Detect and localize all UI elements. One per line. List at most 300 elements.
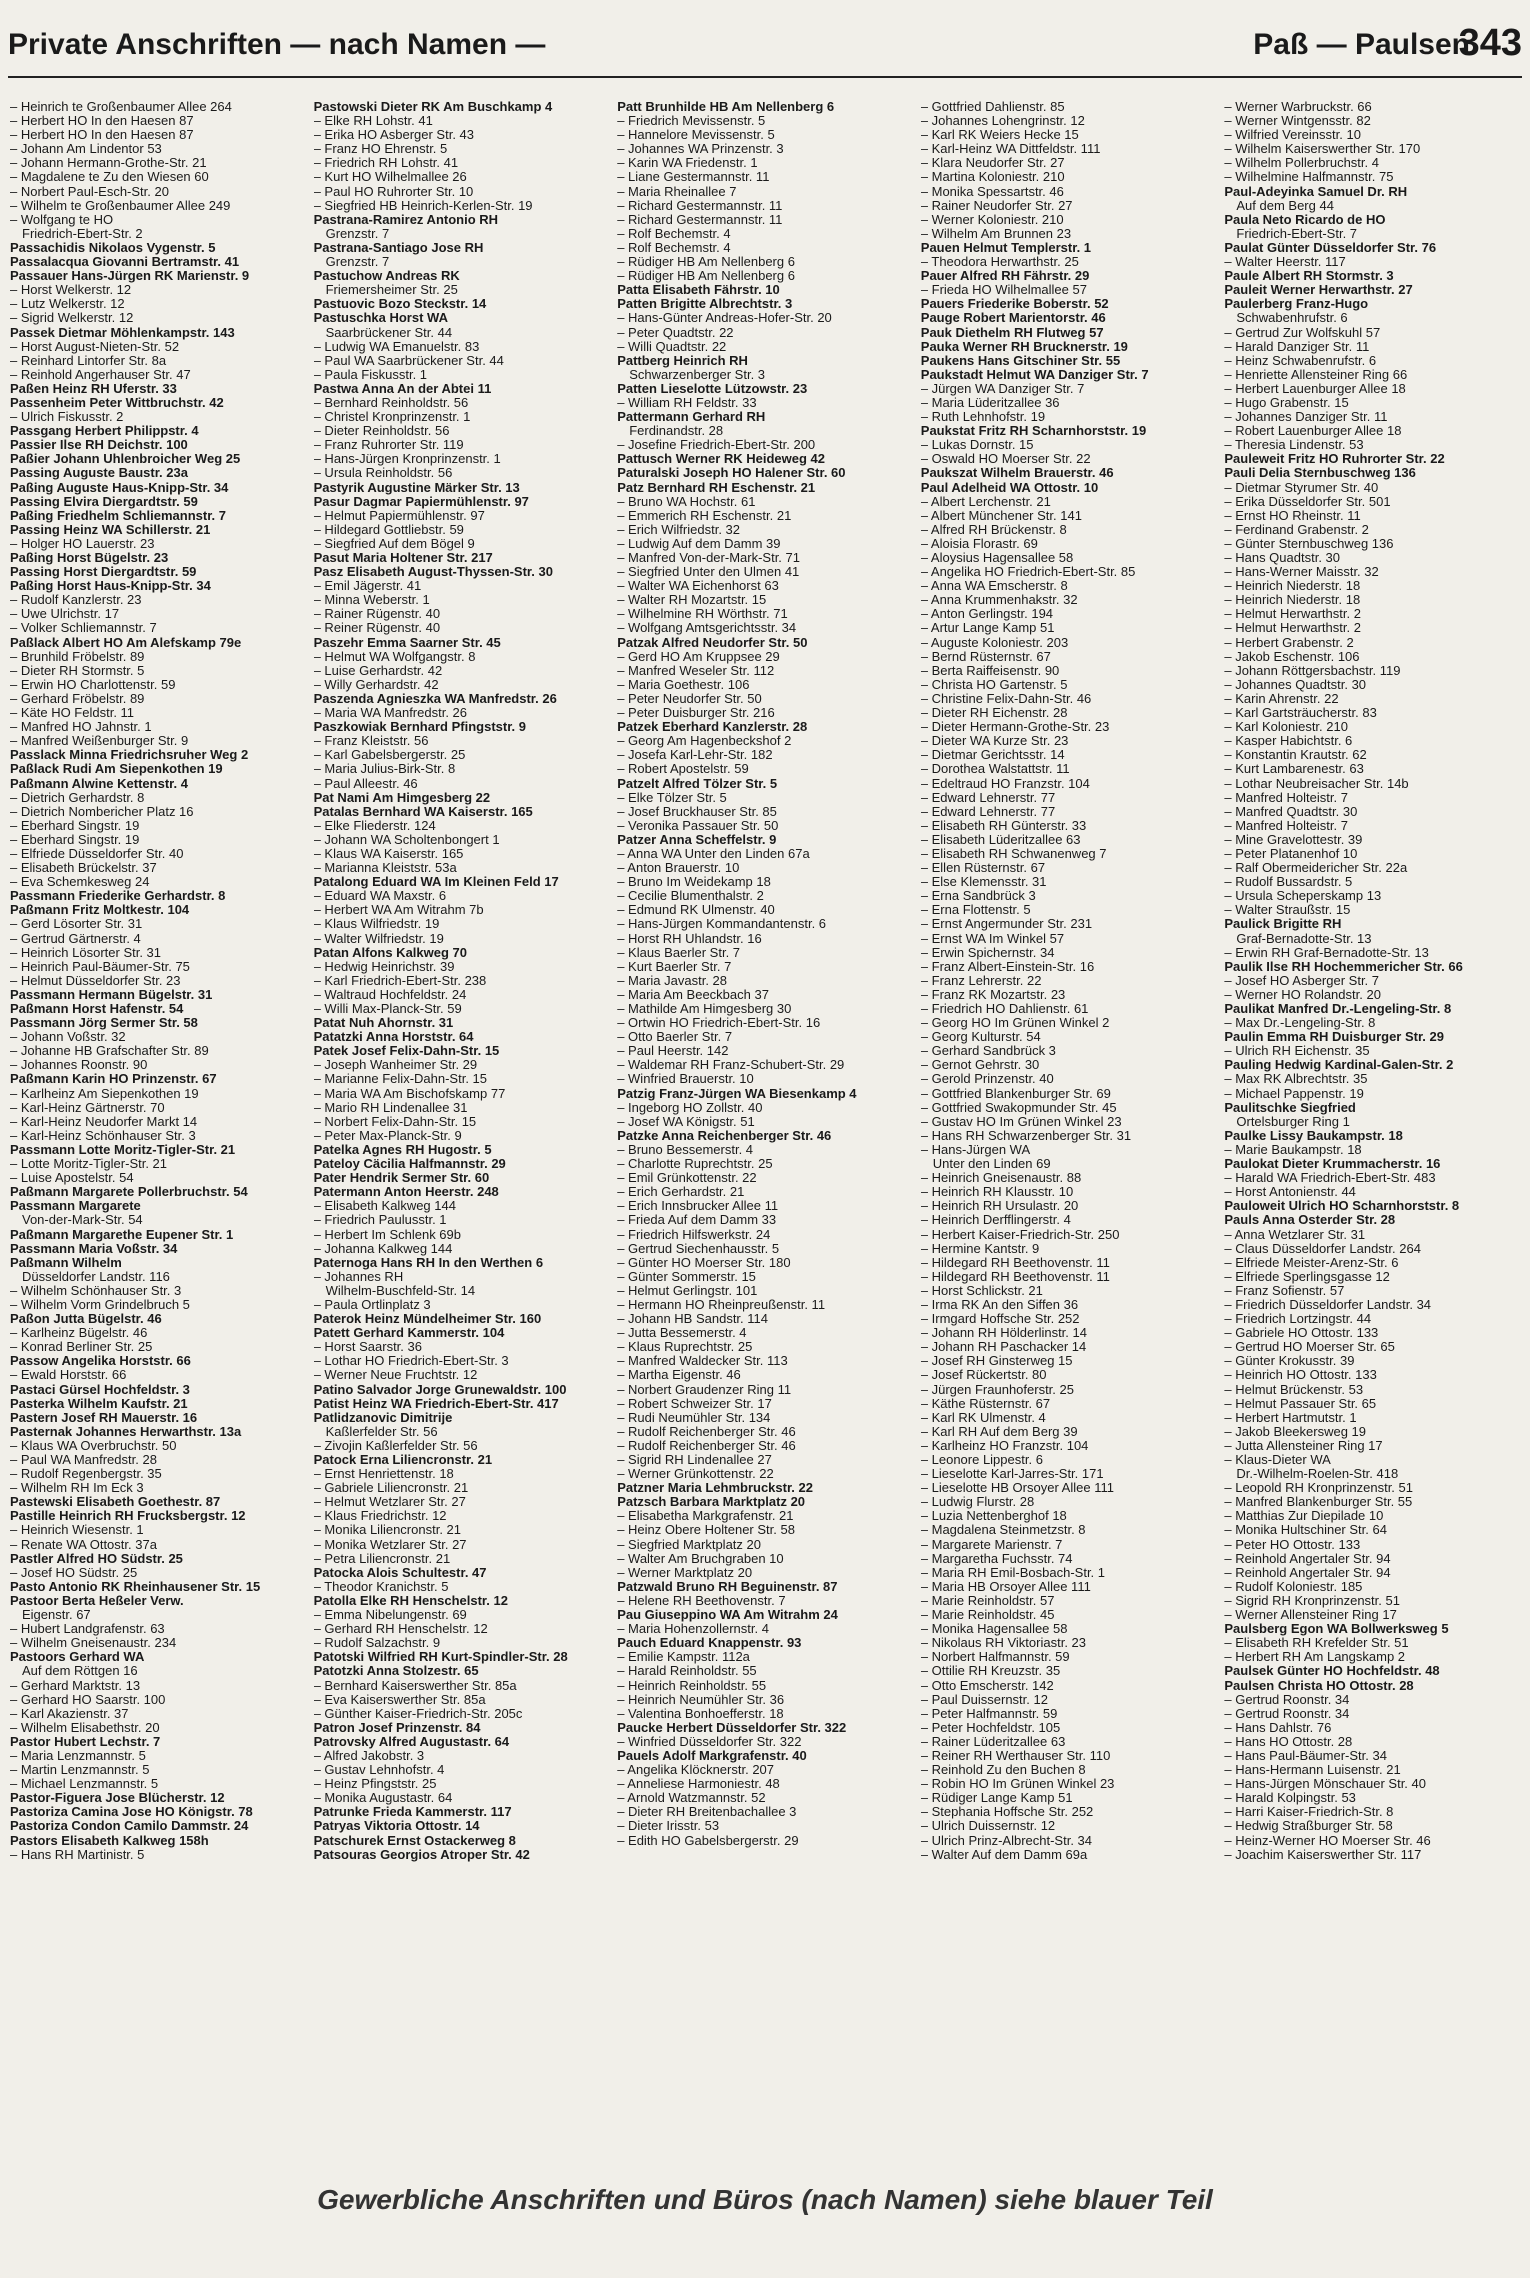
directory-entry: Patzsch Barbara Marktplatz 20 [617, 1494, 806, 1510]
directory-entry: – Manfred Quadtstr. 30 [1224, 803, 1358, 819]
directory-entry: Pattusch Werner RK Heideweg 42 [617, 451, 826, 467]
directory-entry: Paßen Heinz RH Uferstr. 33 [10, 380, 177, 396]
directory-entry: – Lothar HO Friedrich-Ebert-Str. 3 [313, 1353, 509, 1369]
directory-entry: – Renate WA Ottostr. 37a [10, 1536, 157, 1552]
directory-entry: – Richard Gestermannstr. 11 [617, 197, 783, 213]
directory-entry: – Klaus Baerler Str. 7 [617, 944, 741, 960]
directory-entry: – Walter Am Bruchgraben 10 [617, 1550, 784, 1566]
directory-entry: – Peter Neudorfer Str. 50 [617, 690, 762, 706]
directory-entry: Graf-Bernadotte-Str. 13 [1236, 930, 1372, 946]
directory-entry: – Peter Quadtstr. 22 [617, 324, 734, 340]
directory-entry: – Hubert Landgrafenstr. 63 [10, 1621, 165, 1637]
directory-entry: Pastyrik Augustine Märker Str. 13 [313, 479, 520, 495]
directory-entry: – Otto Baerler Str. 7 [617, 1029, 733, 1045]
directory-entry: Pastern Josef RH Mauerstr. 16 [10, 1409, 198, 1425]
directory-entry: – Ruth Lehnhofstr. 19 [920, 409, 1046, 425]
directory-entry: – Klaus Ruprechtstr. 25 [617, 1339, 753, 1355]
directory-entry: – Karl Koloniestr. 210 [1224, 719, 1348, 735]
directory-entry: – Ulrich Duissernstr. 12 [920, 1818, 1056, 1834]
directory-entry: – Herbert RH Am Langskamp 2 [1224, 1649, 1406, 1665]
directory-entry: – Auguste Koloniestr. 203 [920, 634, 1069, 650]
directory-entry: – Walter WA Eichenhorst 63 [617, 578, 779, 594]
directory-entry: – Bruno Bessemerstr. 4 [617, 1141, 754, 1157]
directory-entry: – Ulrich Fiskusstr. 2 [10, 409, 124, 425]
directory-entry: – Angelika Klöcknerstr. 207 [617, 1762, 775, 1778]
directory-entry: – Eva Kaiserswerther Str. 85a [313, 1691, 486, 1707]
directory-entry: Paulikat Manfred Dr.-Lengeling-Str. 8 [1224, 1001, 1452, 1016]
directory-entry: – Günther Kaiser-Friedrich-Str. 205c [313, 1705, 523, 1721]
directory-entry: – Emma Nibelungenstr. 69 [313, 1607, 467, 1623]
directory-entry: – Jürgen WA Danziger Str. 7 [920, 380, 1085, 396]
directory-entry: – Heinrich Paul-Bäumer-Str. 75 [10, 958, 190, 974]
directory-entry: – Eberhard Singstr. 19 [10, 817, 140, 833]
directory-entry: – Helmut Düsseldorfer Str. 23 [10, 972, 181, 988]
directory-entry: – Uwe Ulrichstr. 17 [10, 606, 120, 622]
directory-entry: Pastors Elisabeth Kalkweg 158h [10, 1832, 209, 1848]
directory-entry: – Hans RH Martinistr. 5 [10, 1846, 145, 1862]
directory-entry: – Marianna Kleiststr. 53a [313, 860, 457, 876]
directory-entry: – Aloisia Florastr. 69 [920, 535, 1038, 551]
directory-entry: – Anton Gerlingstr. 194 [920, 606, 1054, 622]
directory-entry: – Maria Hohenzollernstr. 4 [617, 1621, 769, 1637]
directory-entry: Patryas Viktoria Ottostr. 14 [313, 1818, 480, 1834]
footer-note: Gewerbliche Anschriften und Büros (nach Namen) siehe blauer Teil [317, 2184, 1213, 2215]
directory-entry: – Alfred RH Brückenstr. 8 [920, 521, 1067, 537]
directory-entry: – Friedrich Lortzingstr. 44 [1224, 1311, 1372, 1327]
directory-entry: – Johannes Roonstr. 90 [10, 1057, 148, 1073]
directory-entry: – Maria HB Orsoyer Allee 111 [920, 1578, 1091, 1594]
directory-entry: Patzek Eberhard Kanzlerstr. 28 [617, 719, 808, 735]
column-1 [10, 100, 308, 1862]
directory-entry: – Gerhard RH Henschelstr. 12 [313, 1621, 488, 1637]
directory-entry: – Karl Akazienstr. 37 [10, 1705, 129, 1721]
directory-entry: – Günter HO Moerser Str. 180 [617, 1254, 791, 1270]
directory-entry: – Karl RH Auf dem Berg 39 [920, 1423, 1078, 1439]
directory-entry: – Ingeborg HO Zollstr. 40 [617, 1099, 763, 1115]
directory-entry: – Johann Voßstr. 32 [10, 1029, 126, 1045]
directory-entry: Pauli Delia Sternbuschweg 136 [1224, 465, 1416, 481]
directory-entry: – Dieter Hermann-Grothe-Str. 23 [920, 719, 1110, 735]
directory-entry: – Wilhelm Pollerbruchstr. 4 [1224, 155, 1379, 171]
directory-entry: Pastuschka Horst WA [313, 310, 448, 326]
directory-entry: Patten Lieselotte Lützowstr. 23 [617, 380, 808, 396]
directory-entry: – Herbert WA Am Witrahm 7b [313, 902, 484, 918]
directory-entry: Pauge Robert Marientorstr. 46 [920, 310, 1106, 326]
directory-entry: – Rudolf Reichenberger Str. 46 [617, 1423, 796, 1439]
directory-entry: – Edmund RK Ulmenstr. 40 [617, 902, 775, 918]
directory-entry: – Josef HO Südstr. 25 [10, 1564, 138, 1580]
directory-entry: Ferdinandstr. 28 [629, 423, 724, 439]
directory-entry: – Karlheinz Bügelstr. 46 [10, 1325, 148, 1341]
directory-entry: – Johannes Lohengrinstr. 12 [920, 113, 1085, 129]
directory-entry: Paulik Ilse RH Hochemmericher Str. 66 [1224, 958, 1463, 974]
directory-entry: – Willi Quadtstr. 22 [617, 338, 727, 354]
directory-entry: – Ernst WA Im Winkel 57 [920, 930, 1065, 946]
directory-entry: – Josefine Friedrich-Ebert-Str. 200 [617, 437, 816, 453]
directory-entry: – Ludwig WA Emanuelstr. 83 [313, 338, 480, 354]
directory-entry: – Christel Kronprinzenstr. 1 [313, 409, 471, 425]
directory-entry: Patzig Franz-Jürgen WA Biesenkamp 4 [617, 1085, 857, 1101]
directory-entry: – Irmgard Hoffsche Str. 252 [920, 1311, 1080, 1327]
column-4 [921, 100, 1219, 1862]
directory-entry: – Norbert Felix-Dahn-Str. 15 [313, 1113, 477, 1129]
directory-entry: Patock Erna Liliencronstr. 21 [313, 1452, 493, 1467]
directory-entry: – Dorothea Walstattstr. 11 [920, 761, 1070, 777]
directory-entry: Pauleit Werner Herwarthstr. 27 [1224, 282, 1413, 298]
directory-entry: – Emil Grünkottenstr. 22 [617, 1170, 757, 1186]
directory-entry: – Manfred Waldecker Str. 113 [617, 1353, 788, 1369]
directory-entry: Patocka Alois Schultestr. 47 [313, 1564, 487, 1580]
directory-entry: – Wilhelm Vorm Grindelbruch 5 [10, 1296, 190, 1312]
directory-entry: Paßing Auguste Haus-Knipp-Str. 34 [10, 479, 229, 495]
directory-entry: – Elisabeth Brückelstr. 37 [10, 860, 157, 876]
directory-entry: Pastor Hubert Lechstr. 7 [10, 1733, 161, 1749]
directory-entry: – Minna Weberstr. 1 [313, 592, 430, 608]
directory-entry: Patist Heinz WA Friedrich-Ebert-Str. 417 [313, 1395, 559, 1411]
directory-entry: – Helmut Passauer Str. 65 [1224, 1395, 1377, 1411]
directory-entry: – Günter Krokusstr. 39 [1224, 1353, 1355, 1369]
directory-entry: – Maria Lüderitzallee 36 [920, 394, 1060, 410]
directory-entry: – Georg Am Hagenbeckshof 2 [617, 733, 792, 749]
directory-entry: Passmann Lotte Moritz-Tigler-Str. 21 [10, 1141, 236, 1157]
directory-entry: – Elisabetha Markgrafenstr. 21 [617, 1508, 794, 1524]
directory-entry: – Johannes Quadtstr. 30 [1224, 676, 1367, 692]
directory-entry: Paßmann Karin HO Prinzenstr. 67 [10, 1071, 217, 1087]
directory-entry: Friedrich-Ebert-Str. 2 [22, 225, 143, 241]
directory-entry: – Heinz-Werner HO Moerser Str. 46 [1224, 1832, 1431, 1848]
directory-entry: – Gertrud Zur Wolfskuhl 57 [1224, 324, 1381, 340]
directory-entry: – Eduard WA Maxstr. 6 [313, 888, 447, 904]
section-title: Private Anschriften — nach Namen — [8, 28, 546, 61]
directory-entry: – Ortwin HO Friedrich-Ebert-Str. 16 [617, 1015, 821, 1031]
directory-entry: – Gottfried Dahlienstr. 85 [920, 100, 1065, 114]
directory-entry: – Emilie Kampstr. 112a [617, 1649, 750, 1665]
directory-entry: Pastuovic Bozo Steckstr. 14 [313, 296, 487, 312]
directory-entry: Paulke Lissy Baukampstr. 18 [1224, 1127, 1403, 1143]
directory-entry: Patino Salvador Jorge Grunewaldstr. 100 [313, 1381, 567, 1397]
directory-entry: – Johann Hermann-Grothe-Str. 21 [10, 155, 207, 171]
directory-entry: – Wilfried Vereinsstr. 10 [1224, 127, 1361, 143]
directory-entry: – Marie Reinholdstr. 45 [920, 1607, 1055, 1623]
directory-entry: – Edith HO Gabelsbergerstr. 29 [617, 1832, 799, 1848]
directory-entry: Friemersheimer Str. 25 [325, 282, 458, 298]
directory-entry: – Franz Sofienstr. 57 [1224, 1282, 1345, 1298]
directory-entry: – Reinhold Angerhauser Str. 47 [10, 366, 191, 382]
directory-entry: – Robin HO Im Grünen Winkel 23 [920, 1776, 1115, 1792]
directory-entry: Patzke Anna Reichenberger Str. 46 [617, 1127, 832, 1143]
directory-entry: – Albert Münchener Str. 141 [920, 507, 1082, 523]
directory-entry: Pauers Friederike Boberstr. 52 [920, 296, 1109, 312]
directory-entry: – Heinrich RH Klausstr. 10 [920, 1184, 1074, 1200]
directory-entry: – Wolfgang Amtsgerichtsstr. 34 [617, 620, 797, 636]
directory-entry: – Gernot Gehrstr. 30 [920, 1057, 1040, 1073]
directory-entry: – Jakob Bleekersweg 19 [1224, 1423, 1367, 1439]
directory-entry: – Ernst HO Rheinstr. 11 [1224, 507, 1361, 523]
directory-entry: Wilhelm-Buschfeld-Str. 14 [325, 1282, 476, 1298]
directory-entry: Patat Nuh Ahornstr. 31 [313, 1015, 454, 1031]
directory-entry: – Horst Saarstr. 36 [313, 1339, 422, 1355]
directory-entry: – Kurt Lambarenestr. 63 [1224, 761, 1364, 777]
directory-entry: – Karlheinz HO Franzstr. 104 [920, 1437, 1089, 1453]
directory-entry: – Franz Kleiststr. 56 [313, 733, 429, 749]
directory-entry: Passing Horst Diergardtstr. 59 [10, 564, 197, 580]
directory-entry: Pauls Anna Osterder Str. 28 [1224, 1212, 1396, 1228]
directory-entry: – Erwin RH Graf-Bernadotte-Str. 13 [1224, 944, 1429, 960]
directory-entry: – Frieda Auf dem Damm 33 [617, 1212, 777, 1228]
directory-entry: – Helmut Herwarthstr. 2 [1224, 620, 1361, 636]
directory-entry: – Horst RH Uhlandstr. 16 [617, 930, 762, 946]
directory-entry: – Reiner Rügenstr. 40 [313, 620, 441, 636]
directory-entry: Passachidis Nikolaos Vygenstr. 5 [10, 239, 216, 255]
directory-entry: Grenzstr. 7 [325, 225, 390, 241]
directory-entry: Patalas Bernhard WA Kaiserstr. 165 [313, 803, 533, 819]
directory-entry: – Hans-Jürgen Mönschauer Str. 40 [1224, 1776, 1426, 1792]
directory-entry: – Paul HO Ruhrorter Str. 10 [313, 183, 474, 199]
directory-entry: – Käte HO Feldstr. 11 [10, 705, 135, 721]
directory-entry: – Reinhold Angertaler Str. 94 [1224, 1550, 1391, 1566]
directory-entry: Patett Gerhard Kammerstr. 104 [313, 1325, 505, 1341]
directory-entry: – Werner Koloniestr. 210 [920, 211, 1064, 227]
directory-entry: – Maria Julius-Birk-Str. 8 [313, 761, 456, 777]
directory-entry: Passgang Herbert Philippstr. 4 [10, 423, 199, 439]
directory-entry: – Walter Heerstr. 117 [1224, 254, 1346, 270]
directory-entry: – Leonore Lippestr. 6 [920, 1452, 1043, 1467]
directory-entry: Pattberg Heinrich RH [617, 352, 748, 368]
directory-entry: Pastoors Gerhard WA [10, 1649, 145, 1665]
directory-entry: Passalacqua Giovanni Bertramstr. 41 [10, 254, 240, 270]
directory-entry: – Klaus Wilfriedstr. 19 [313, 916, 440, 932]
directory-entry: – Gertrud Roonstr. 34 [1224, 1705, 1350, 1721]
directory-entry: – Monika Liliencronstr. 21 [313, 1522, 462, 1538]
directory-entry: – Helmut Wetzlarer Str. 27 [313, 1494, 466, 1510]
name-range: Paß — Paulsen [1253, 28, 1470, 61]
directory-entry: Passing Heinz WA Schillerstr. 21 [10, 521, 211, 537]
directory-entry: – Magdalena Steinmetzstr. 8 [920, 1522, 1086, 1538]
directory-entry: Patten Brigitte Albrechtstr. 3 [617, 296, 793, 312]
directory-entry: Pauels Adolf Markgrafenstr. 40 [617, 1747, 807, 1763]
directory-entry: – Monika Hultschiner Str. 64 [1224, 1522, 1387, 1538]
directory-entry: – Gertrud Siechenhausstr. 5 [617, 1240, 780, 1256]
directory-entry: – Harald Reinholdstr. 55 [617, 1663, 757, 1679]
directory-entry: Pastille Heinrich RH Frucksbergstr. 12 [10, 1508, 246, 1524]
directory-entry: – Elfriede Düsseldorfer Str. 40 [10, 845, 184, 861]
directory-entry: – Hans RH Schwarzenberger Str. 31 [920, 1127, 1132, 1143]
directory-entry: – Monika Wetzlarer Str. 27 [313, 1536, 467, 1552]
directory-entry: Paul-Adeyinka Samuel Dr. RH [1224, 183, 1408, 199]
directory-entry: – Karl-Heinz Gärtnerstr. 70 [10, 1099, 165, 1115]
directory-entry: – Hans-Günter Andreas-Hofer-Str. 20 [617, 310, 832, 326]
directory-entry: – Peter Max-Planck-Str. 9 [313, 1127, 462, 1143]
directory-entry: – Dieter RH Eichenstr. 28 [920, 705, 1068, 721]
directory-entry: – Rudolf Reichenberger Str. 46 [617, 1437, 796, 1453]
directory-entry: – Karl Friedrich-Ebert-Str. 238 [313, 972, 487, 988]
directory-entry: Passing Elvira Diergardtstr. 59 [10, 493, 198, 509]
directory-entry: – Gerhard Marktstr. 13 [10, 1677, 141, 1693]
directory-entry: Pauch Eduard Knappenstr. 93 [617, 1635, 802, 1651]
directory-entry: – Paul Heerstr. 142 [617, 1043, 729, 1059]
directory-entry: – Harald Kolpingstr. 53 [1224, 1790, 1356, 1806]
directory-entry: – Theodora Herwarthstr. 25 [920, 254, 1079, 270]
directory-entry: – Hans-Jürgen Kronprinzenstr. 1 [313, 451, 501, 467]
directory-entry: – Gerhard Fröbelstr. 89 [10, 690, 145, 706]
directory-entry: Paßmann Fritz Moltkestr. 104 [10, 902, 190, 918]
directory-entry: – Bernd Rüsternstr. 67 [920, 648, 1051, 664]
directory-entry: – Norbert Paul-Esch-Str. 20 [10, 183, 169, 199]
directory-entry: Passmann Maria Voßstr. 34 [10, 1240, 178, 1256]
directory-entry: Paulin Emma RH Duisburger Str. 29 [1224, 1029, 1444, 1045]
directory-entry: – Friedrich HO Dahlienstr. 61 [920, 1001, 1089, 1016]
directory-entry: Paßmann Margarethe Eupener Str. 1 [10, 1226, 234, 1242]
directory-entry: – Else Klemensstr. 31 [920, 874, 1047, 890]
directory-entry: Pauk Diethelm RH Flutweg 57 [920, 324, 1104, 340]
directory-entry: – Reinhold Zu den Buchen 8 [920, 1762, 1086, 1778]
directory-entry: – Magdalene te Zu den Wiesen 60 [10, 169, 209, 185]
directory-entry: Pastoriza Camina Jose HO Königstr. 78 [10, 1804, 253, 1820]
directory-entry: – Matthias Zur Diepilade 10 [1224, 1508, 1384, 1524]
directory-entry: Patzer Anna Scheffelstr. 9 [617, 831, 777, 847]
directory-entry: Patzwald Bruno RH Beguinenstr. 87 [617, 1578, 838, 1594]
directory-entry: – Gerhard Sandbrück 3 [920, 1043, 1056, 1059]
directory-entry: – Valentina Bonhoefferstr. 18 [617, 1705, 784, 1721]
directory-entry: – Werner Allensteiner Ring 17 [1224, 1607, 1397, 1623]
directory-entry: – Winfried Düsseldorfer Str. 322 [617, 1733, 802, 1749]
directory-entry: – Rüdiger HB Am Nellenberg 6 [617, 254, 795, 270]
directory-entry: – Volker Schliemannstr. 7 [10, 620, 157, 636]
directory-entry: – Anna WA Unter den Linden 67a [617, 845, 810, 861]
directory-entry: – Friedrich Mevissenstr. 5 [617, 113, 766, 129]
directory-entry: – Erwin HO Charlottenstr. 59 [10, 676, 176, 692]
directory-entry: – Hans Quadtstr. 30 [1224, 550, 1340, 565]
directory-entry: – Johann Am Lindentor 53 [10, 141, 162, 157]
directory-entry: – Monika Spessartstr. 46 [920, 183, 1064, 199]
directory-entry: Patzak Alfred Neudorfer Str. 50 [617, 634, 808, 650]
directory-entry: – Waltraud Hochfeldstr. 24 [313, 986, 467, 1002]
directory-entry: Patzelt Alfred Tölzer Str. 5 [617, 775, 778, 791]
directory-entry: Patolla Elke RH Henschelstr. 12 [313, 1592, 508, 1608]
directory-entry: – Charlotte Ruprechtstr. 25 [617, 1156, 773, 1172]
directory-entry: Patan Alfons Kalkweg 70 [313, 944, 467, 960]
directory-entry: – Klara Neudorfer Str. 27 [920, 155, 1065, 171]
directory-entry: – Anna WA Emscherstr. 8 [920, 578, 1068, 594]
directory-entry: – Helmut Brückenstr. 53 [1224, 1381, 1364, 1397]
directory-entry: – Rüdiger Lange Kamp 51 [920, 1790, 1073, 1806]
directory-entry: – Klaus WA Kaiserstr. 165 [313, 845, 464, 861]
directory-entry: – Emil Jägerstr. 41 [313, 578, 422, 594]
directory-entry: – William RH Feldstr. 33 [617, 394, 757, 410]
directory-entry: – Heinrich Neumühler Str. 36 [617, 1691, 785, 1707]
directory-entry: – Franz Lehrerstr. 22 [920, 972, 1042, 988]
directory-entry: Paulerberg Franz-Hugo [1224, 296, 1369, 312]
column-3 [617, 100, 915, 1862]
directory-entry: – Werner HO Rolandstr. 20 [1224, 986, 1381, 1002]
directory-entry: – Nikolaus RH Viktoriastr. 23 [920, 1635, 1086, 1651]
directory-entry: – Herbert Kaiser-Friedrich-Str. 250 [920, 1226, 1120, 1242]
directory-entry: – Lieselotte HB Orsoyer Allee 111 [920, 1480, 1114, 1496]
directory-entry: – Wilhelm Gneisenaustr. 234 [10, 1635, 177, 1651]
directory-entry: – Gabriele HO Ottostr. 133 [1224, 1325, 1379, 1341]
directory-entry: – Karl-Heinz Neudorfer Markt 14 [10, 1113, 198, 1129]
directory-entry: – Alfred Jakobstr. 3 [313, 1747, 425, 1763]
directory-entry: – Robert Schweizer Str. 17 [617, 1395, 772, 1411]
directory-entry: – Rüdiger HB Am Nellenberg 6 [617, 268, 795, 284]
directory-entry: Dr.-Wilhelm-Roelen-Str. 418 [1236, 1466, 1399, 1482]
directory-entry: – Dieter WA Kurze Str. 23 [920, 733, 1069, 749]
directory-entry: Paßmann Margarete Pollerbruchstr. 54 [10, 1184, 248, 1200]
column-2 [314, 100, 612, 1862]
directory-entry: Passenheim Peter Wittbruchstr. 42 [10, 394, 224, 410]
directory-entry: – Elisabeth Kalkweg 144 [313, 1198, 456, 1214]
directory-entry: – Monika Augustastr. 64 [313, 1790, 453, 1806]
directory-entry: – Wilhelm Am Brunnen 23 [920, 225, 1072, 241]
directory-entry: Paterok Heinz Mündelheimer Str. 160 [313, 1311, 542, 1327]
directory-entry: Paul Adelheid WA Ottostr. 10 [920, 479, 1099, 495]
directory-entry: Patt Brunhilde HB Am Nellenberg 6 [617, 100, 835, 114]
directory-entry: – Walter Straußstr. 15 [1224, 902, 1351, 918]
directory-entry: – Karin WA Friedenstr. 1 [617, 155, 758, 171]
directory-entry: – Johannes Danziger Str. 11 [1224, 409, 1388, 425]
directory-entry: Pauen Helmut Templerstr. 1 [920, 239, 1092, 255]
directory-entry: – Theresia Lindenstr. 53 [1224, 437, 1364, 453]
directory-entry: – Jürgen Fraunhoferstr. 25 [920, 1381, 1074, 1397]
directory-entry: – Paul WA Saarbrückener Str. 44 [313, 352, 504, 368]
directory-entry: – Lothar Neubreisacher Str. 14b [1224, 775, 1409, 791]
directory-entry: – Hedwig Heinrichstr. 39 [313, 958, 455, 974]
directory-entry: Paucke Herbert Düsseldorfer Str. 322 [617, 1719, 847, 1735]
directory-entry: Paszenda Agnieszka WA Manfredstr. 26 [313, 690, 557, 706]
directory-entry: – Ewald Horststr. 66 [10, 1367, 127, 1383]
directory-entry: – Herbert HO In den Haesen 87 [10, 113, 194, 129]
directory-entry: – Martina Koloniestr. 210 [920, 169, 1065, 185]
directory-entry: Paukstadt Helmut WA Danziger Str. 7 [920, 366, 1149, 382]
directory-entry: – Horst Schlickstr. 21 [920, 1282, 1043, 1298]
directory-entry: – Max Dr.-Lengeling-Str. 8 [1224, 1015, 1376, 1031]
directory-entry: – Wilhelmine RH Wörthstr. 71 [617, 606, 788, 622]
directory-entry: – Helmut Gerlingstr. 101 [617, 1282, 758, 1298]
directory-entry: – Rudolf Koloniestr. 185 [1224, 1578, 1363, 1594]
directory-entry: – Rolf Bechemstr. 4 [617, 225, 731, 241]
directory-entry: Paturalski Joseph HO Halener Str. 60 [617, 465, 846, 481]
directory-entry: Grenzstr. 7 [325, 254, 390, 270]
directory-entry: – Luise Gerhardstr. 42 [313, 662, 443, 678]
directory-entry: Ortelsburger Ring 1 [1236, 1113, 1350, 1129]
directory-entry: – Paul WA Manfredstr. 28 [10, 1452, 157, 1467]
directory-entry: Paßier Johann Uhlenbroicher Weg 25 [10, 451, 241, 467]
directory-entry: – Sigrid Welkerstr. 12 [10, 310, 134, 326]
directory-entry: – Friedrich Hilfswerkstr. 24 [617, 1226, 771, 1242]
directory-entry: – Ellen Rüsternstr. 67 [920, 860, 1046, 876]
directory-entry: – Ursula Reinholdstr. 56 [313, 465, 453, 481]
directory-entry: – Berta Raiffeisenstr. 90 [920, 662, 1060, 678]
directory-entry: Passow Angelika Horststr. 66 [10, 1353, 191, 1369]
directory-entry: – Hildegard RH Beethovenstr. 11 [920, 1254, 1110, 1270]
directory-entry: Pater Hendrik Sermer Str. 60 [313, 1170, 490, 1186]
directory-entry: – Herbert Im Schlenk 69b [313, 1226, 461, 1242]
directory-entry: – Otto Emscherstr. 142 [920, 1677, 1054, 1693]
directory-entry: – Franz RK Mozartstr. 23 [920, 986, 1066, 1002]
directory-entry: – Günter Sternbuschweg 136 [1224, 535, 1394, 551]
directory-entry: Paßmann Horst Hafenstr. 54 [10, 1001, 184, 1016]
directory-entry: – Zivojin Kaßlerfelder Str. 56 [313, 1437, 478, 1453]
directory-entry: – Siegfried Marktplatz 20 [617, 1536, 761, 1552]
directory-entry: – Elisabeth RH Krefelder Str. 51 [1224, 1635, 1409, 1651]
directory-entry: Auf dem Röttgen 16 [22, 1663, 138, 1679]
directory-entry: – Gottfried Swakopmunder Str. 45 [920, 1099, 1117, 1115]
directory-entry: Passmann Jörg Sermer Str. 58 [10, 1015, 198, 1031]
directory-entry: – Erika Düsseldorfer Str. 501 [1224, 493, 1391, 509]
directory-entry: – Hans-Jürgen WA [920, 1141, 1031, 1157]
directory-entry: Patotski Wilfried RH Kurt-Spindler-Str. 28 [313, 1649, 568, 1665]
directory-entry: – Manfred Von-der-Mark-Str. 71 [617, 550, 800, 565]
